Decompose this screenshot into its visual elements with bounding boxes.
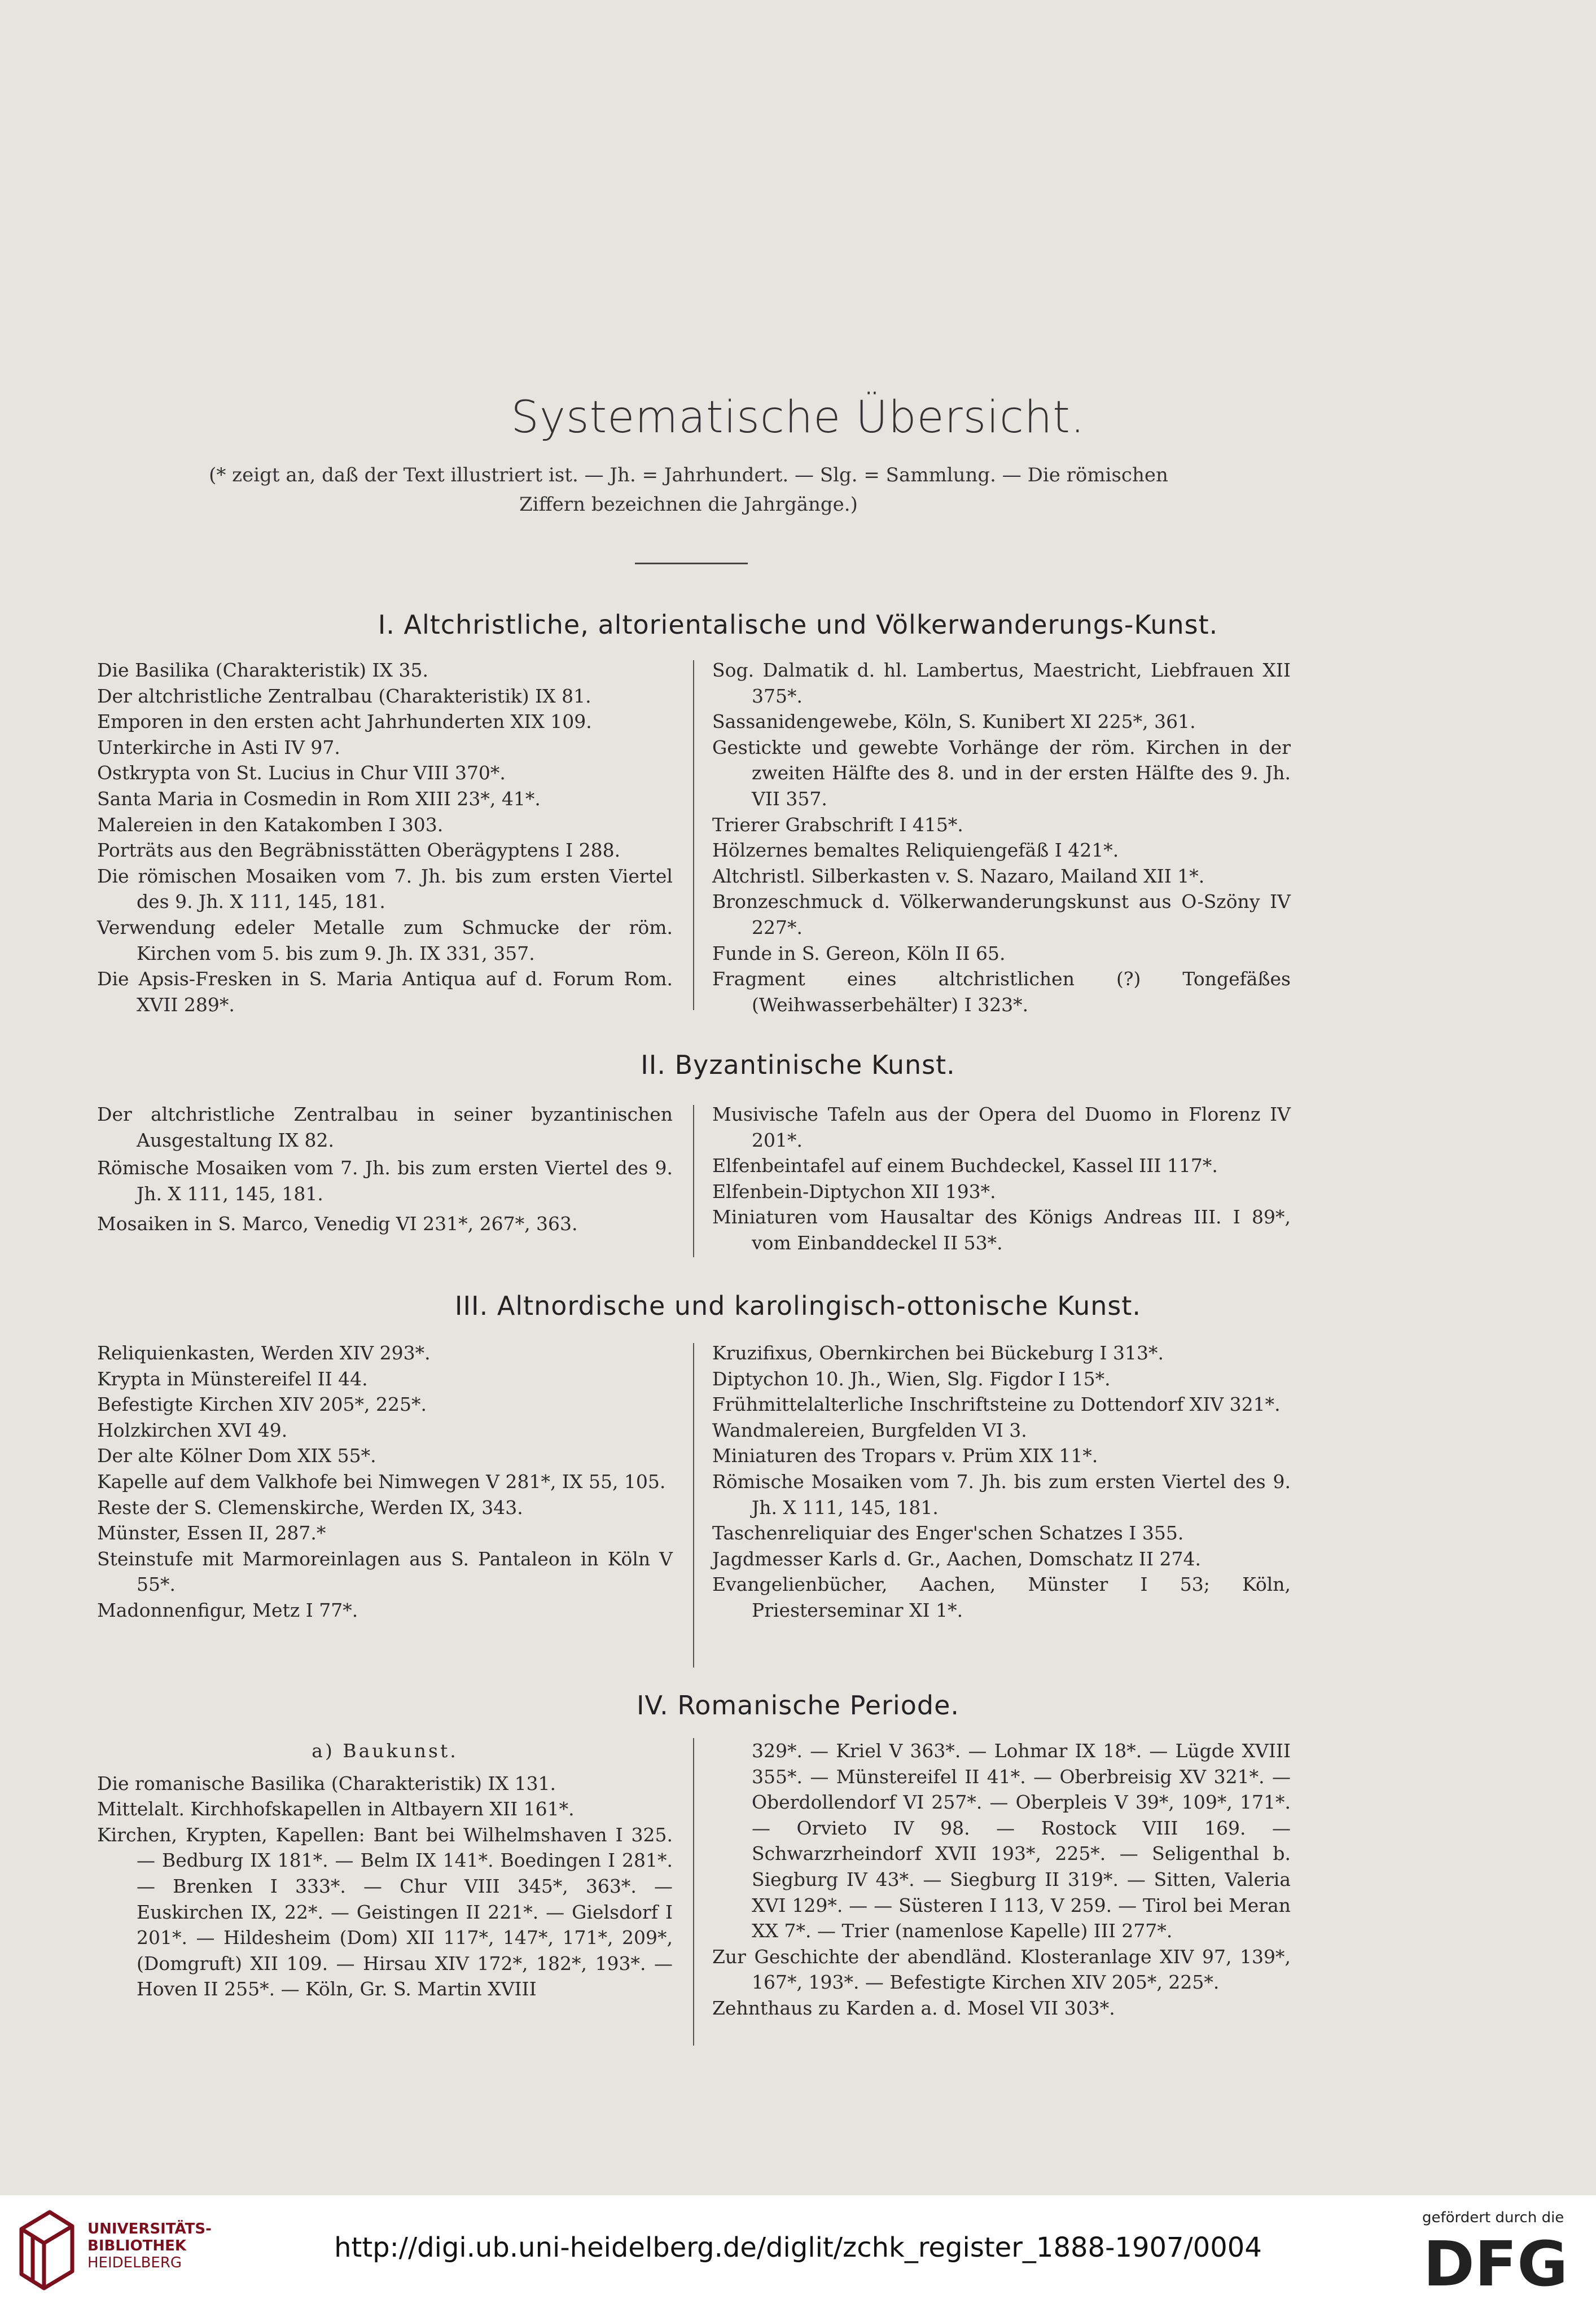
- list-item: Zehnthaus zu Karden a. d. Mosel VII 303*.: [712, 1997, 1115, 2019]
- section-2-left-column: [97, 1102, 673, 1237]
- list-item: Malereien in den Katakomben I 303.: [97, 813, 444, 836]
- funder-label: gefördert durch die: [1422, 2209, 1564, 2226]
- list-item: Miniaturen vom Hausaltar des Königs Andreas III. I 89*, vom Einbanddeckel II 53*.: [712, 1206, 1291, 1254]
- intro-line-1: (* zeigt an, daß der Text illustriert ist. — Jh. = Jahrhundert. — Slg. = Sammlung. — Die römischen: [209, 464, 1168, 486]
- section-4-right-column: [712, 1738, 1291, 2021]
- column-divider: [693, 660, 694, 1010]
- list-item: Gestickte und gewebte Vorhänge der röm. Kirchen in der zweiten Hälfte des 8. und in der ersten Hälfte des 9. Jh. VII 357.: [712, 736, 1291, 810]
- section-3-right-column: [712, 1340, 1291, 1624]
- list-item: Römische Mosaiken vom 7. Jh. bis zum ersten Viertel des 9. Jh. X 111, 145, 181.: [712, 1470, 1291, 1519]
- list-item: Bronzeschmuck d. Völkerwanderungskunst aus O-Szöny IV 227*.: [712, 890, 1291, 938]
- list-item: Krypta in Münstereifel II 44.: [97, 1367, 368, 1390]
- page-title: Systematische Übersicht.: [511, 392, 1085, 443]
- list-item: Kirchen, Krypten, Kapellen: Bant bei Wilhelmshaven I 325. — Bedburg IX 181*. — Belm IX 141*. Boedingen I 281*. — Brenken I 333*. — Chur VIII 345*, 363*. — Euskirchen IX, 22*. — Geistingen II 221*. — Gielsdorf I 201*. — Hildesheim (Dom) XII 117*, 147*, 171*, 209*, (Domgruft) XII 109. — Hirsau XIV 172*, 182*, 193*. — Hoven II 255*. — Köln, Gr. S. Martin XVIII: [97, 1823, 673, 2000]
- list-item: Ostkrypta von St. Lucius in Chur VIII 370*.: [97, 762, 506, 784]
- list-item: Die römischen Mosaiken vom 7. Jh. bis zum ersten Viertel des 9. Jh. X 111, 145, 181.: [97, 865, 673, 913]
- list-item: Emporen in den ersten acht Jahrhunderten XIX 109.: [97, 710, 592, 733]
- intro-line-2: Ziffern bezeichnen die Jahrgänge.): [519, 493, 858, 516]
- list-item: Diptychon 10. Jh., Wien, Slg. Figdor I 15*.: [712, 1367, 1111, 1390]
- list-item: Hölzernes bemaltes Reliquiengefäß I 421*.: [712, 839, 1119, 862]
- list-item: Kruzifixus, Obernkirchen bei Bückeburg I 313*.: [712, 1342, 1164, 1364]
- list-item: Unterkirche in Asti IV 97.: [97, 736, 340, 758]
- list-item: Der altchristliche Zentralbau in seiner byzantinischen Ausgestaltung IX 82.: [97, 1103, 673, 1151]
- list-item: Münster, Essen II, 287.*: [97, 1522, 326, 1544]
- list-item: Kapelle auf dem Valkhofe bei Nimwegen V 281*, IX 55, 105.: [97, 1470, 666, 1493]
- list-item: Funde in S. Gereon, Köln II 65.: [712, 942, 1006, 964]
- list-item: Reliquienkasten, Werden XIV 293*.: [97, 1342, 431, 1364]
- list-item: Madonnenfigur, Metz I 77*.: [97, 1599, 358, 1621]
- section-1-left-column: [97, 657, 673, 1017]
- list-item: Mittelalt. Kirchhofskapellen in Altbayern XII 161*.: [97, 1798, 575, 1820]
- column-divider: [693, 1105, 694, 1257]
- section-3-left-column: [97, 1340, 673, 1624]
- list-item: Der alte Kölner Dom XIX 55*.: [97, 1445, 376, 1467]
- list-item: Fragment eines altchristlichen (?) Tongefäßes (Weihwasserbehälter) I 323*.: [712, 968, 1291, 1016]
- list-item: Verwendung edeler Metalle zum Schmucke der röm. Kirchen vom 5. bis zum 9. Jh. IX 331, 357.: [97, 916, 673, 964]
- list-item: Musivische Tafeln aus der Opera del Duomo in Florenz IV 201*.: [712, 1103, 1291, 1151]
- list-item: Evangelienbücher, Aachen, Münster I 53; Köln, Priesterseminar XI 1*.: [712, 1573, 1291, 1621]
- subsection-heading: a) Baukunst.: [312, 1740, 458, 1762]
- list-item: Elfenbein-Diptychon XII 193*.: [712, 1180, 996, 1203]
- list-item: Jagdmesser Karls d. Gr., Aachen, Domschatz II 274.: [712, 1547, 1201, 1570]
- list-item: Steinstufe mit Marmoreinlagen aus S. Pantaleon in Köln V 55*.: [97, 1547, 673, 1596]
- list-item: Frühmittelalterliche Inschriftsteine zu Dottendorf XIV 321*.: [712, 1393, 1281, 1416]
- list-item: Sassanidengewebe, Köln, S. Kunibert XI 225*, 361.: [712, 710, 1196, 733]
- list-item: Porträts aus den Begräbnisstätten Oberägyptens I 288.: [97, 839, 621, 862]
- list-item: Mosaiken in S. Marco, Venedig VI 231*, 267*, 363.: [97, 1213, 578, 1235]
- list-item: Befestigte Kirchen XIV 205*, 225*.: [97, 1393, 427, 1416]
- intro-note: [96, 460, 1281, 519]
- list-item: Sog. Dalmatik d. hl. Lambertus, Maestricht, Liebfrauen XII 375*.: [712, 659, 1291, 707]
- list-item: Wandmalereien, Burgfelden VI 3.: [712, 1419, 1027, 1441]
- section-heading-2: II. Byzantinische Kunst.: [641, 1050, 955, 1080]
- dfg-logo-text: DFG: [1423, 2229, 1568, 2297]
- list-item: Die Apsis-Fresken in S. Maria Antiqua auf d. Forum Rom. XVII 289*.: [97, 968, 673, 1016]
- list-item: Holzkirchen XVI 49.: [97, 1419, 288, 1441]
- list-item: Reste der S. Clemenskirche, Werden IX, 343.: [97, 1496, 523, 1519]
- list-item: Santa Maria in Cosmedin in Rom XIII 23*, 41*.: [97, 787, 541, 810]
- column-divider: [693, 1738, 694, 2046]
- section-heading-4: IV. Romanische Periode.: [636, 1690, 959, 1721]
- section-heading-3: III. Altnordische und karolingisch-ottonische Kunst.: [454, 1291, 1142, 1321]
- list-item: Die Basilika (Charakteristik) IX 35.: [97, 659, 428, 681]
- library-name-line-1: UNIVERSITÄTS-: [87, 2221, 212, 2237]
- list-item-continuation: 329*. — Kriel V 363*. — Lohmar IX 18*. — Lügde XVIII 355*. — Münstereifel II 41*. — Oberbreisig XV 321*. — Oberdollendorf VI 257*. — Oberpleis V 39*, 109*, 171*. — Orvieto IV 98. — Rostock VIII 169. — Schwarzrheindorf XVII 193*, 225*. — Seligenthal b. Siegburg IV 43*. — Siegburg II 319*. — Sitten, Valeria XVI 129*. — — Süsteren I 113, V 259. — Tirol bei Meran XX 7*. — Trier (namenlose Kapelle) III 277*.: [752, 1740, 1291, 1942]
- section-2-right-column: [712, 1102, 1291, 1256]
- dfg-logo-icon: [1411, 2229, 1580, 2297]
- section-1-right-column: [712, 657, 1291, 1017]
- list-item: Der altchristliche Zentralbau (Charakteristik) IX 81.: [97, 684, 591, 707]
- list-item: Elfenbeintafel auf einem Buchdeckel, Kassel III 117*.: [712, 1155, 1218, 1177]
- section-4-left-column: [97, 1738, 673, 2002]
- list-item: Taschenreliquiar des Enger'schen Schatzes I 355.: [712, 1522, 1184, 1544]
- library-name-line-2: BIBLIOTHEK: [87, 2237, 187, 2254]
- list-item: Trierer Grabschrift I 415*.: [712, 813, 963, 836]
- title-divider: [635, 563, 748, 564]
- column-divider: [693, 1343, 694, 1668]
- list-item: Altchristl. Silberkasten v. S. Nazaro, Mailand XII 1*.: [712, 865, 1205, 887]
- section-heading-1: I. Altchristliche, altorientalische und Völkerwanderungs-Kunst.: [378, 609, 1218, 640]
- list-item: Römische Mosaiken vom 7. Jh. bis zum ersten Viertel des 9. Jh. X 111, 145, 181.: [97, 1157, 673, 1205]
- list-item: Die romanische Basilika (Charakteristik) IX 131.: [97, 1772, 556, 1794]
- permalink-url[interactable]: http://digi.ub.uni-heidelberg.de/diglit/zchk_register_1888-1907/0004: [334, 2232, 1262, 2263]
- library-name-line-3: HEIDELBERG: [87, 2254, 182, 2271]
- list-item: Zur Geschichte der abendländ. Klosteranlage XIV 97, 139*, 167*, 193*. — Befestigte Kirchen XIV 205*, 225*.: [712, 1945, 1291, 1994]
- list-item: Miniaturen des Tropars v. Prüm XIX 11*.: [712, 1445, 1098, 1467]
